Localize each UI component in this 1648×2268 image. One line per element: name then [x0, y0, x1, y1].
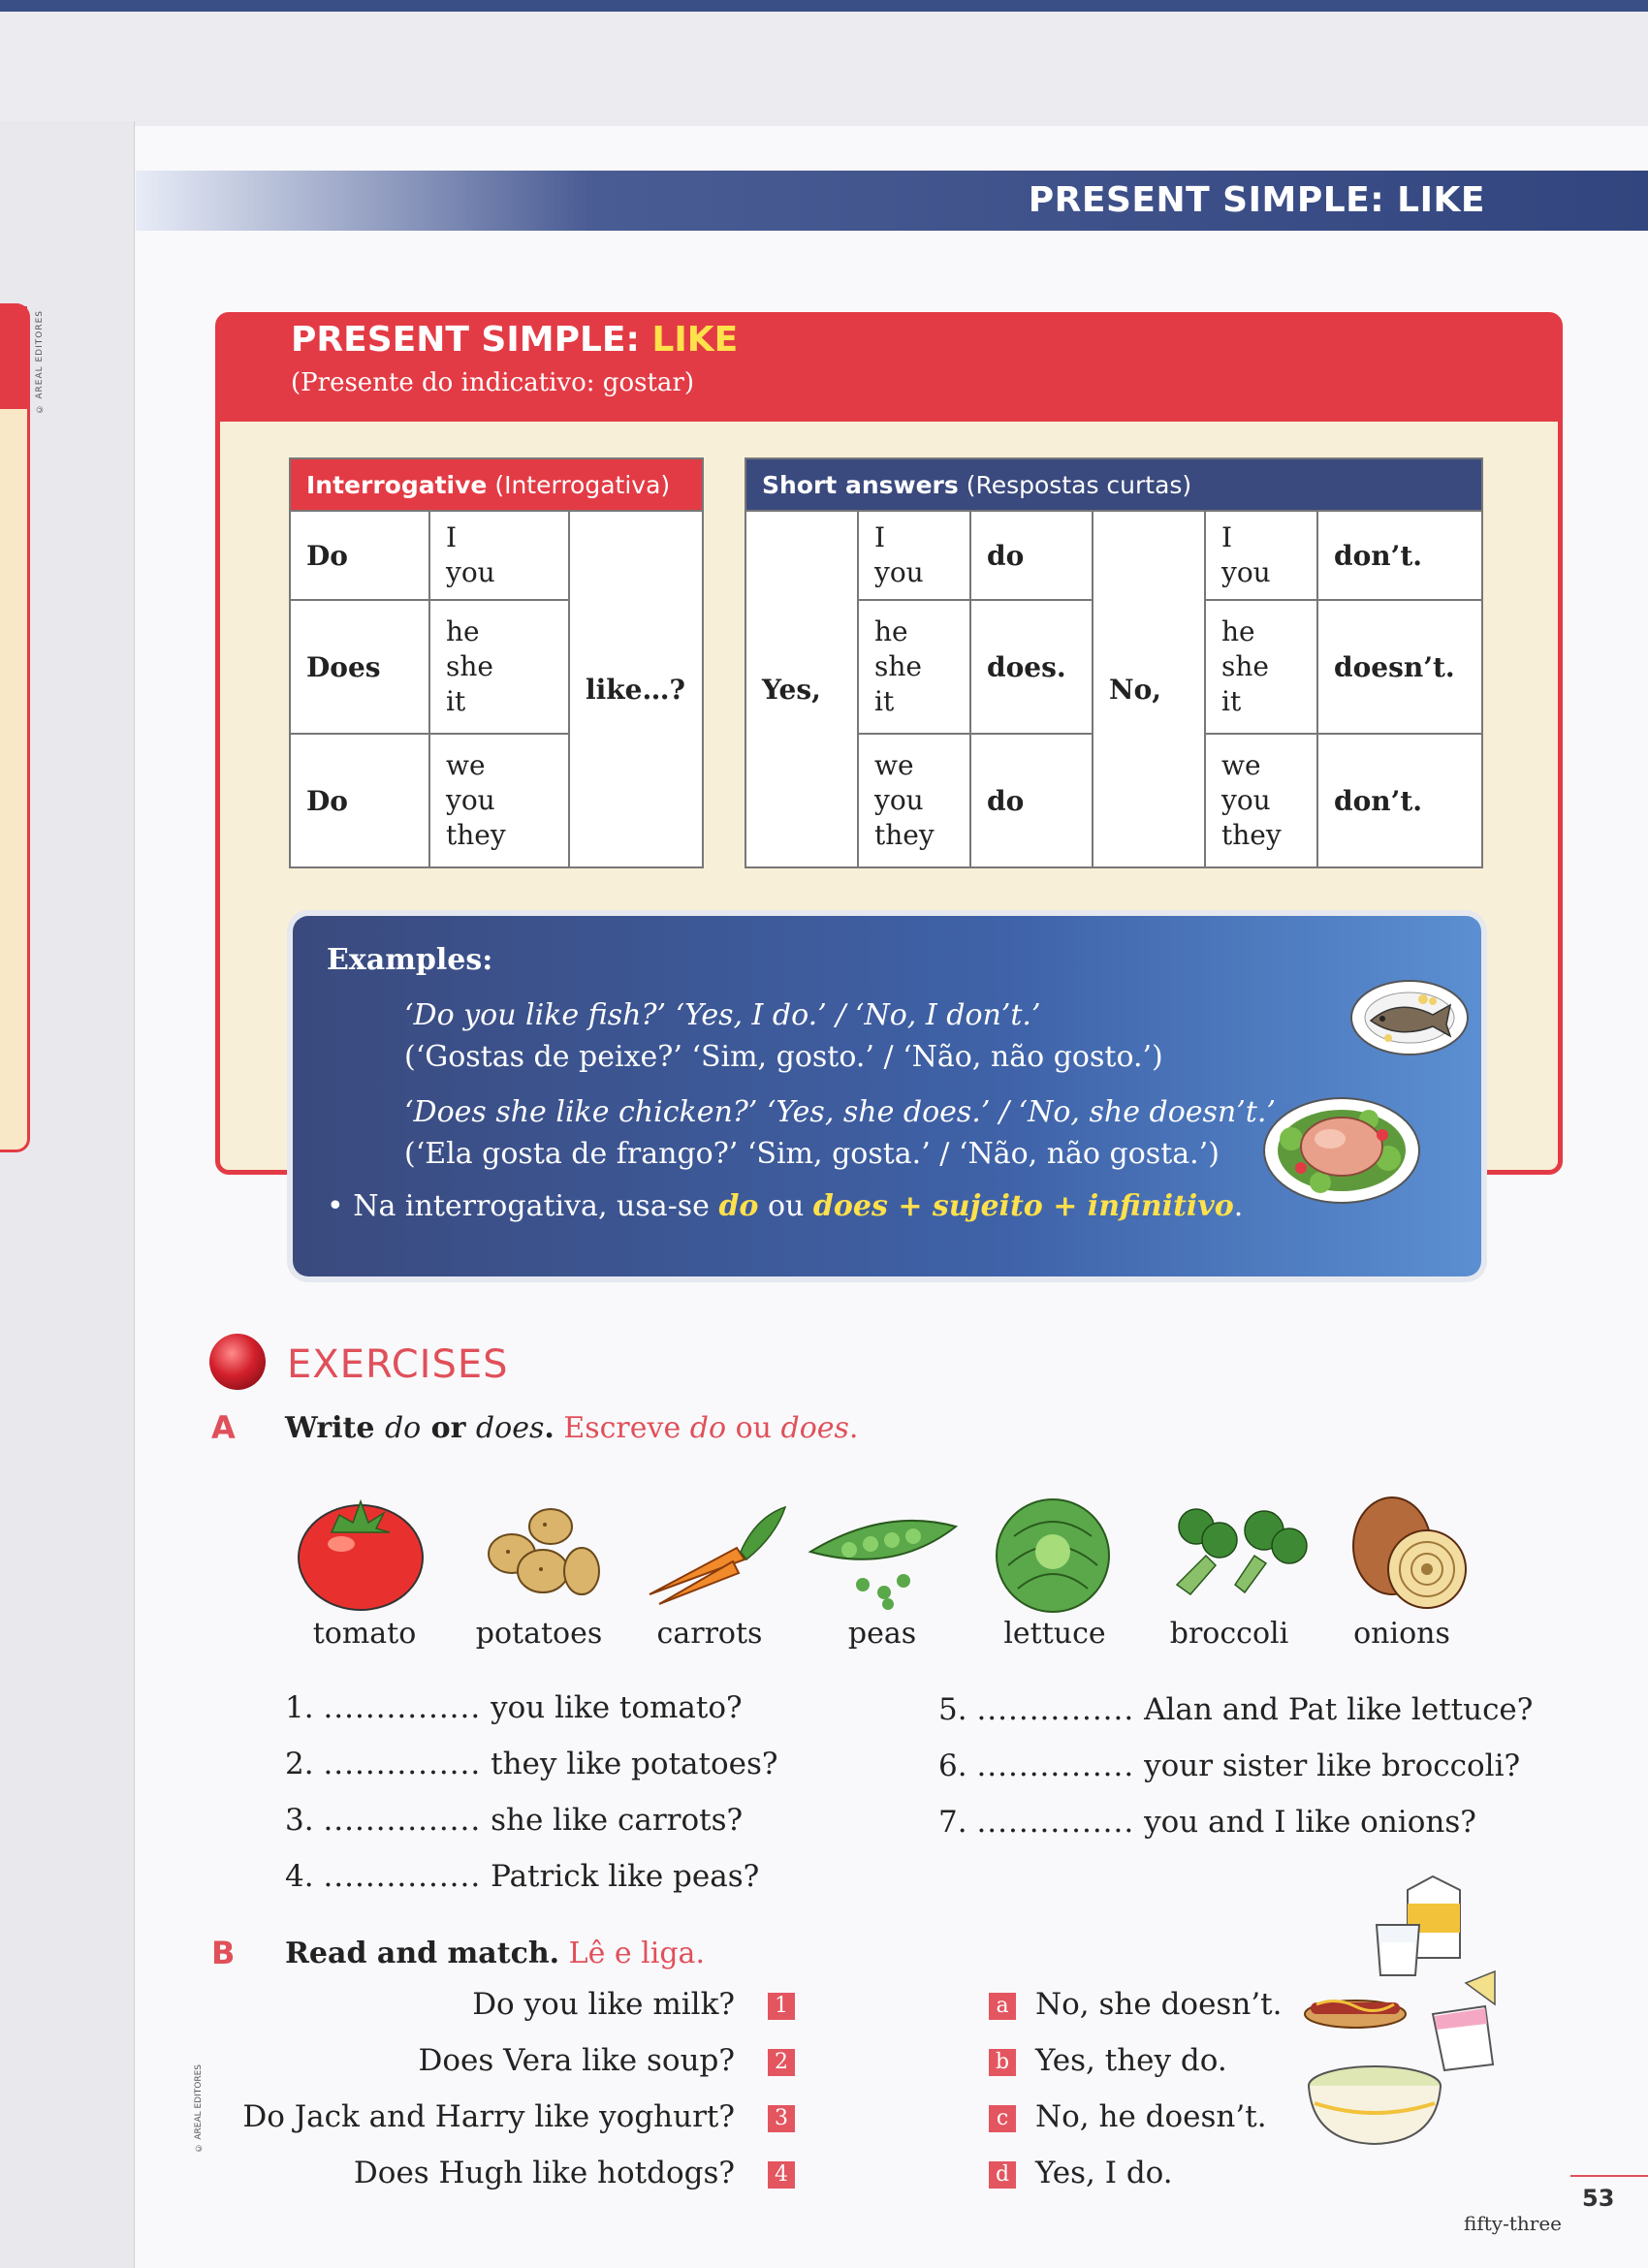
examples-note	[327, 1189, 1243, 1223]
note-rule: does + sujeito + infinitivo	[812, 1189, 1234, 1223]
page-title: PRESENT SIMPLE: LIKE	[1028, 180, 1485, 220]
pronoun: it	[1221, 685, 1242, 717]
question-number: 6.	[938, 1748, 967, 1783]
pronoun: we	[446, 749, 486, 781]
pronoun: it	[874, 685, 895, 717]
pronoun: we	[874, 749, 914, 781]
aux-cell: Do	[290, 511, 429, 600]
pronoun-cell	[858, 734, 970, 867]
pronoun: it	[446, 685, 466, 717]
tomato-icon	[293, 1488, 428, 1614]
match-answer: No, she doesn’t.	[1035, 1987, 1283, 2022]
left-copyright: © AREAL EDITORES	[35, 310, 45, 414]
page-number-words: fifty-three	[1464, 2212, 1562, 2235]
no-cell: No,	[1093, 511, 1205, 867]
grammar-subtitle: (Presente do indicativo: gostar)	[291, 368, 694, 397]
footer-copyright: © AREAL EDITORES	[194, 2064, 204, 2153]
match-number[interactable]: 2	[768, 2049, 795, 2076]
question-text: Patrick like peas?	[491, 1859, 760, 1894]
match-number[interactable]: 1	[768, 1993, 795, 2020]
pronoun-cell	[1205, 600, 1317, 734]
aux-cell: Does	[290, 600, 429, 734]
milk-hotdog-yoghurt-soup-icon	[1287, 1871, 1520, 2161]
question-text: she like carrots?	[491, 1803, 744, 1838]
pronoun: you	[874, 784, 924, 816]
match-letter[interactable]: d	[989, 2161, 1016, 2189]
short-answers-table	[745, 457, 1483, 868]
chicken-plate-icon	[1262, 1090, 1421, 1207]
instr-b: Read and match.	[285, 1937, 560, 1970]
no-aux-cell: don’t.	[1317, 734, 1482, 867]
interrogative-head-normal: (Interrogativa)	[487, 470, 671, 499]
exercise-b-letter: B	[211, 1935, 236, 1971]
pronoun: we	[1221, 749, 1261, 781]
example-1-english	[404, 998, 1040, 1032]
match-question: Do you like milk?	[472, 1987, 735, 2022]
answer-blank[interactable]: ...............	[323, 1747, 482, 1781]
onions-icon	[1344, 1488, 1479, 1614]
pronoun: they	[446, 819, 506, 851]
instr-do: do	[384, 1411, 422, 1445]
instr-or: or	[421, 1411, 476, 1445]
broccoli-icon	[1148, 1488, 1313, 1614]
match-letter[interactable]: c	[989, 2105, 1016, 2132]
pronoun: you	[446, 784, 495, 816]
pronoun-cell	[429, 734, 569, 867]
grammar-title-prefix: PRESENT SIMPLE:	[291, 320, 652, 360]
pronoun: he	[1221, 615, 1255, 647]
note-do: do	[718, 1189, 759, 1223]
yes-aux-cell: do	[970, 734, 1093, 867]
match-letter[interactable]: a	[989, 1993, 1016, 2020]
note-or: ou	[758, 1189, 813, 1223]
pronoun-cell	[429, 511, 569, 600]
page-behind	[0, 12, 1648, 126]
example-2-english-text: ‘Does she like chicken?’ ‘Yes, she does.’ / ‘No, she doesn’t.’	[404, 1095, 1276, 1129]
left-page-box-edge	[0, 303, 30, 1152]
match-number[interactable]: 4	[768, 2161, 795, 2189]
fish-plate-icon	[1349, 976, 1470, 1059]
pronoun: they	[1221, 819, 1282, 851]
example-1-english-text: ‘Do you like fish?’ ‘Yes, I do.’ / ‘No, I don’t.’	[404, 998, 1041, 1032]
pronoun: she	[1221, 650, 1269, 682]
question-row	[938, 1748, 1520, 1783]
example-1-portuguese: (‘Gostas de peixe?’ ‘Sim, gosto.’ / ‘Não, não gosto.’)	[404, 1040, 1163, 1074]
question-text: Alan and Pat like lettuce?	[1144, 1692, 1534, 1727]
short-answers-header	[745, 458, 1482, 511]
question-row	[938, 1692, 1533, 1727]
aux-cell: Do	[290, 734, 429, 867]
pronoun-cell	[858, 511, 970, 600]
instr-write: Write	[285, 1411, 385, 1445]
pronoun: she	[874, 650, 922, 682]
page-number-line	[1570, 2175, 1648, 2177]
examples-box	[293, 916, 1481, 1276]
instr-pt-does: does	[780, 1411, 849, 1445]
top-strip	[0, 0, 1648, 12]
pronoun-cell	[1205, 511, 1317, 600]
pronoun: you	[1221, 784, 1271, 816]
example-2-portuguese: (‘Ela gosta de frango?’ ‘Sim, gosta.’ / ‘Não, não gosta.’)	[404, 1137, 1220, 1171]
food-label: carrots	[656, 1617, 763, 1651]
question-row	[285, 1859, 759, 1894]
answer-blank[interactable]: ...............	[976, 1748, 1135, 1783]
pronoun: I	[874, 521, 886, 553]
no-aux-cell: doesn’t.	[1317, 600, 1482, 734]
example-2-english	[404, 1095, 1276, 1129]
match-letter[interactable]: b	[989, 2049, 1016, 2076]
peas-icon	[807, 1488, 962, 1614]
question-row	[938, 1805, 1476, 1840]
question-number: 3.	[285, 1803, 314, 1838]
match-answer: No, he doesn’t.	[1035, 2099, 1267, 2134]
verb-cell: like…?	[569, 511, 703, 867]
page-number: 53	[1582, 2185, 1615, 2212]
answer-blank[interactable]: ...............	[323, 1859, 482, 1894]
match-answer: Yes, I do.	[1035, 2156, 1173, 2190]
answer-blank[interactable]: ...............	[323, 1690, 482, 1725]
pronoun: he	[874, 615, 908, 647]
food-label: tomato	[312, 1617, 417, 1651]
pronoun: I	[446, 521, 458, 553]
exercises-heading: EXERCISES	[287, 1342, 509, 1387]
food-label: broccoli	[1169, 1617, 1289, 1651]
pronoun: you	[874, 556, 924, 588]
short-answers-head-bold: Short answers	[762, 470, 959, 499]
note-end: .	[1233, 1189, 1244, 1223]
instr-b-pt: Lê e liga.	[559, 1937, 705, 1970]
match-question: Does Hugh like hotdogs?	[353, 2156, 735, 2190]
question-row	[285, 1690, 743, 1725]
answer-blank[interactable]: ...............	[323, 1803, 482, 1838]
carrots-icon	[640, 1488, 795, 1614]
exercise-b-instruction	[285, 1937, 705, 1970]
instr-dot: .	[544, 1411, 555, 1445]
pronoun: you	[1221, 556, 1271, 588]
question-number: 7.	[938, 1805, 967, 1840]
match-answer: Yes, they do.	[1035, 2043, 1227, 2078]
question-row	[285, 1747, 778, 1781]
question-text: they like potatoes?	[491, 1747, 778, 1781]
question-number: 1.	[285, 1690, 314, 1725]
question-number: 2.	[285, 1747, 314, 1781]
question-text: you and I like onions?	[1144, 1805, 1476, 1840]
match-number[interactable]: 3	[768, 2105, 795, 2132]
instr-does: does	[475, 1411, 545, 1445]
instr-pt-ou: ou	[726, 1411, 781, 1445]
yes-aux-cell: do	[970, 511, 1093, 600]
grammar-title-highlight: LIKE	[651, 320, 739, 360]
question-text: your sister like broccoli?	[1144, 1748, 1521, 1783]
food-label: onions	[1353, 1617, 1450, 1651]
pronoun: he	[446, 615, 480, 647]
exercise-a-instruction	[285, 1411, 858, 1445]
no-aux-cell: don’t.	[1317, 511, 1482, 600]
pronoun: I	[1221, 521, 1233, 553]
left-page-edge	[0, 121, 135, 2268]
food-label: lettuce	[1003, 1617, 1106, 1651]
pronoun-cell	[858, 600, 970, 734]
interrogative-head-bold: Interrogative	[306, 470, 488, 499]
food-label: peas	[847, 1617, 917, 1651]
match-question: Do Jack and Harry like yoghurt?	[242, 2099, 735, 2134]
yes-cell: Yes,	[745, 511, 858, 867]
instr-pt-start: Escreve	[554, 1411, 690, 1445]
match-question: Does Vera like soup?	[418, 2043, 735, 2078]
question-number: 5.	[938, 1692, 967, 1727]
answer-blank[interactable]: ...............	[976, 1692, 1135, 1727]
yes-aux-cell: does.	[970, 600, 1093, 734]
pronoun: you	[446, 556, 495, 588]
food-label: potatoes	[475, 1617, 603, 1651]
question-text: you like tomato?	[491, 1690, 743, 1725]
interrogative-header	[290, 458, 703, 511]
question-row	[285, 1803, 743, 1838]
grammar-title	[291, 320, 738, 360]
lettuce-icon	[985, 1488, 1121, 1614]
instr-pt-do: do	[689, 1411, 727, 1445]
short-answers-head-normal: (Respostas curtas)	[958, 470, 1192, 499]
note-start: • Na interrogativa, usa-se	[327, 1189, 719, 1223]
interrogative-table	[289, 457, 704, 868]
pronoun-cell	[1205, 734, 1317, 867]
potatoes-icon	[473, 1488, 609, 1614]
exercises-bullet-icon	[209, 1334, 266, 1390]
question-number: 4.	[285, 1859, 314, 1894]
answer-blank[interactable]: ...............	[976, 1805, 1135, 1840]
pronoun: she	[446, 650, 493, 682]
instr-pt-dot: .	[848, 1411, 859, 1445]
pronoun-cell	[429, 600, 569, 734]
pronoun: they	[874, 819, 935, 851]
examples-title: Examples:	[327, 943, 493, 977]
exercise-a-letter: A	[211, 1409, 236, 1446]
